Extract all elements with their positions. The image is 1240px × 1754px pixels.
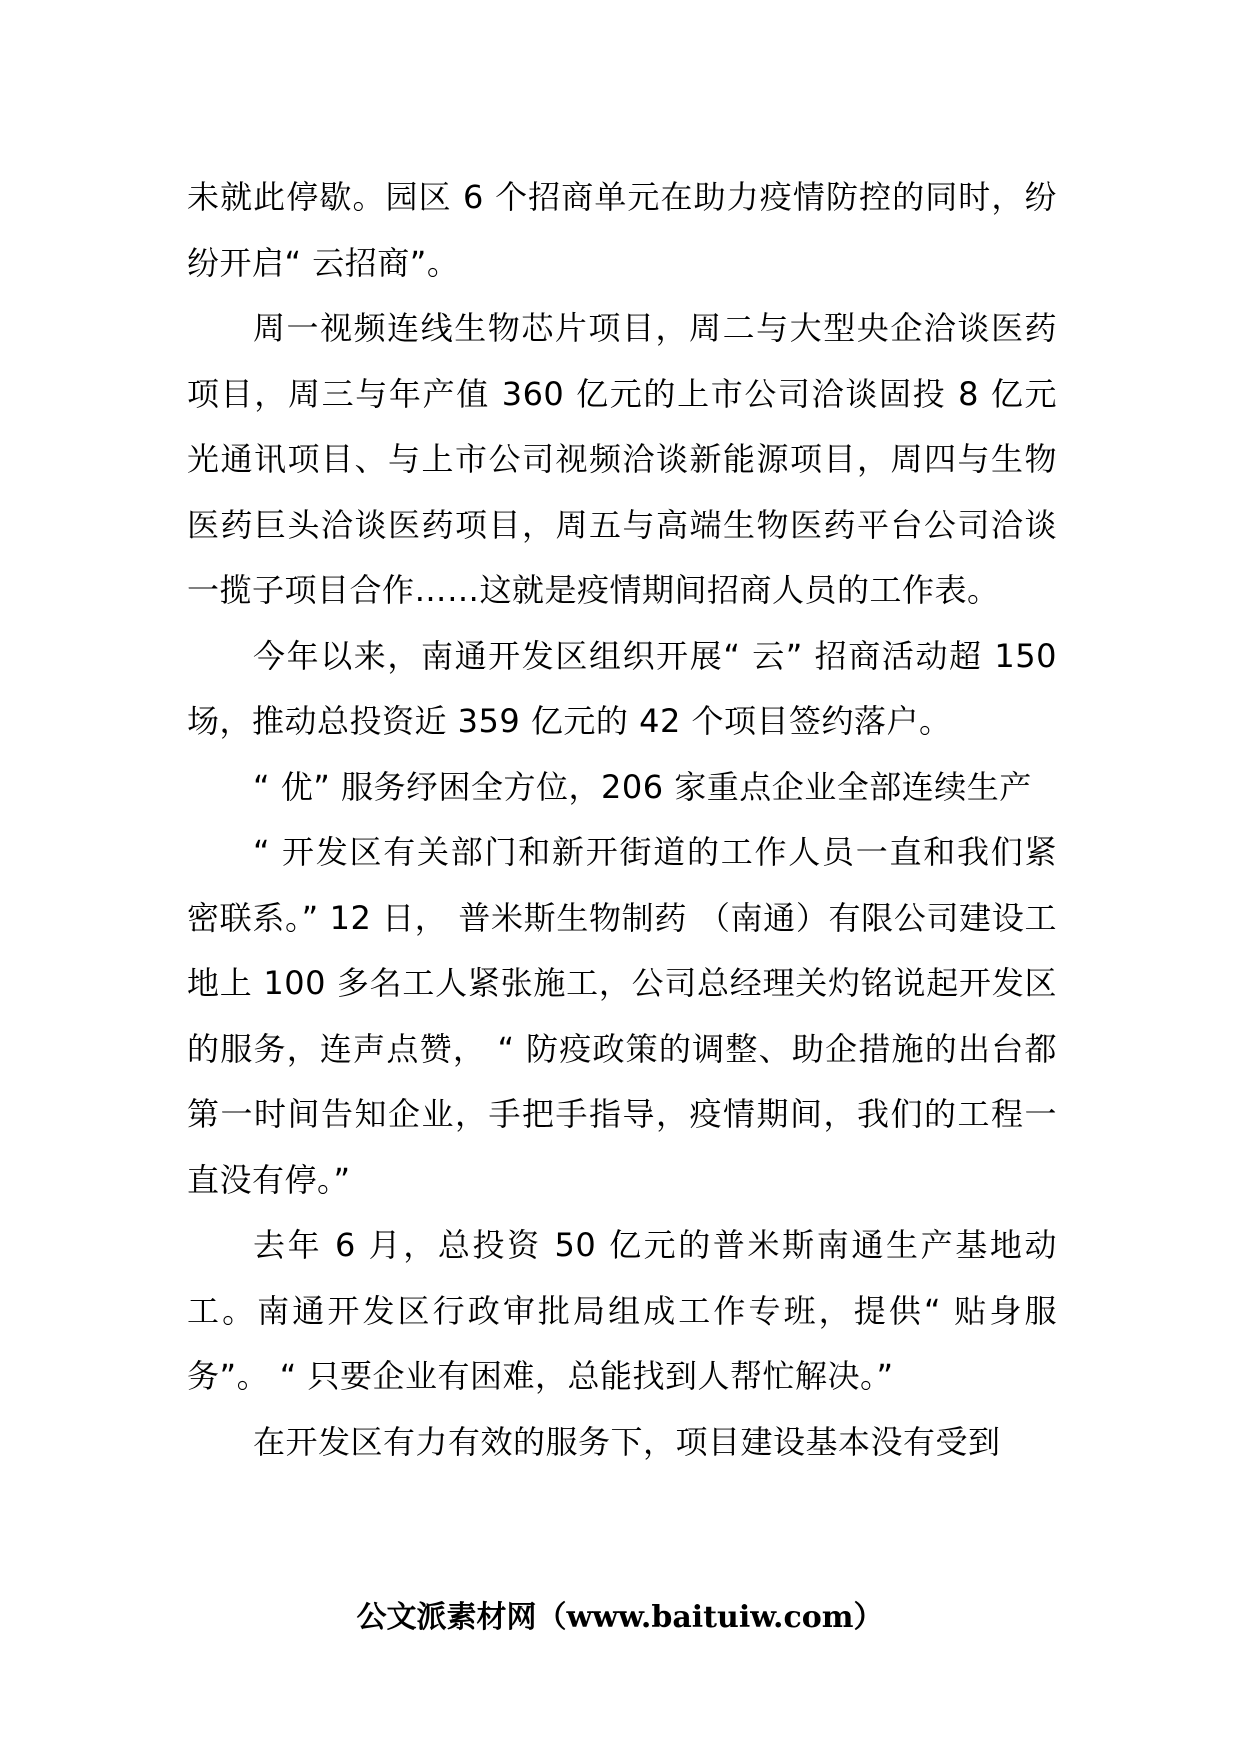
paragraph: 周一视频连线生物芯片项目，周二与大型央企洽谈医药项目，周三与年产值 360 亿元的上市公司洽谈固投 8 亿元光通讯项目、与上市公司视频洽谈新能源项目，周四与生物医药巨头洽谈医药项目，周五与高端生物医药平台公司洽谈一揽子项目合作……这就是疫情期间招商人员的工作表。	[187, 309, 1057, 609]
paragraph: 去年 6 月，总投资 50 亿元的普米斯南通生产基地动工。南通开发区行政审批局组成工作专班，提供“ 贴身服务”。 “ 只要企业有困难，总能找到人帮忙解决。”	[187, 1226, 1057, 1395]
paragraph: 今年以来，南通开发区组织开展“ 云” 招商活动超 150 场，推动总投资近 359 亿元的 42 个项目签约落户。	[187, 636, 1057, 740]
section-heading: “ 优” 服务纾困全方位，206 家重点企业全部连续生产	[253, 767, 1032, 806]
document-body	[187, 165, 1057, 1475]
paragraph: 在开发区有力有效的服务下，项目建设基本没有受到	[253, 1422, 1001, 1461]
paragraph: 未就此停歇。园区 6 个招商单元在助力疫情防控的同时，纷纷开启“ 云招商”。	[187, 178, 1057, 282]
footer-watermark: 公文派素材网（www.baituiw.com）	[356, 1600, 884, 1635]
paragraph: “ 开发区有关部门和新开街道的工作人员一直和我们紧密联系。” 12 日， 普米斯生物制药 （南通）有限公司建设工地上 100 多名工人紧张施工，公司总经理关灼铭说起开发区的服务，连声点赞， “ 防疫政策的调整、助企措施的出台都第一时间告知企业，手把手指导，疫情期间，我们的工程一直没有停。”	[187, 833, 1057, 1199]
